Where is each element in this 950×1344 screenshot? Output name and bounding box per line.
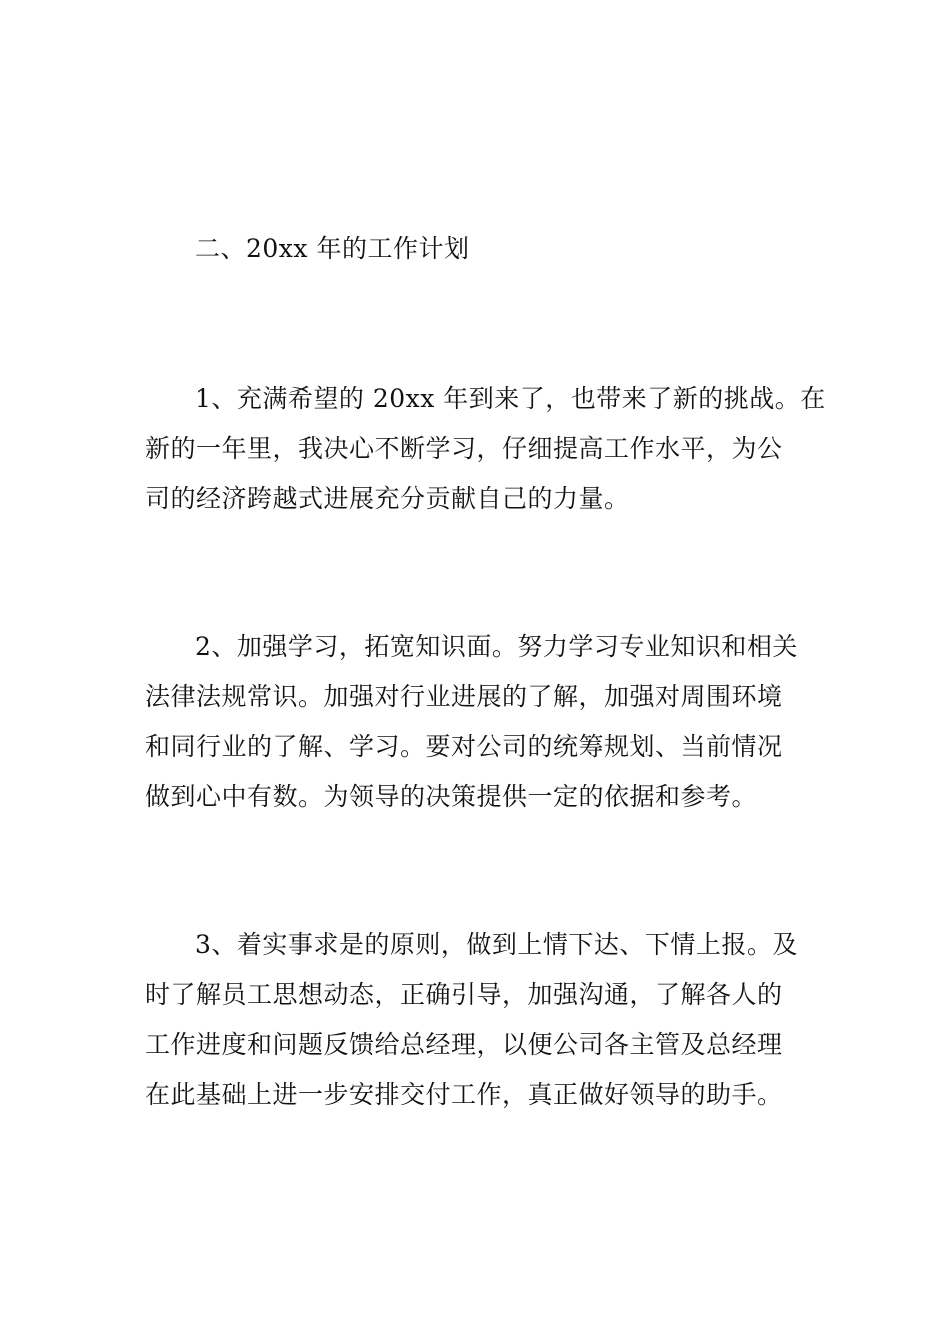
paragraph-1-line-2: 新的一年里，我决心不断学习，仔细提高工作水平，为公	[145, 434, 783, 463]
paragraph-3-line-3: 工作进度和问题反馈给总经理，以便公司各主管及总经理	[145, 1030, 783, 1059]
paragraph-3-line-1: 3、着实事求是的原则，做到上情下达、下情上报。及	[195, 930, 798, 959]
paragraph-2-line-3: 和同行业的了解、学习。要对公司的统筹规划、当前情况	[145, 732, 783, 761]
paragraph-1-line-3: 司的经济跨越式进展充分贡献自己的力量。	[145, 484, 630, 513]
paragraph-2-line-2: 法律法规常识。加强对行业进展的了解，加强对周围环境	[145, 682, 783, 711]
paragraph-2-line-4: 做到心中有数。为领导的决策提供一定的依据和参考。	[145, 782, 758, 811]
paragraph-2-line-1: 2、加强学习，拓宽知识面。努力学习专业知识和相关	[195, 632, 798, 661]
paragraph-3-line-2: 时了解员工思想动态，正确引导，加强沟通，了解各人的	[145, 980, 783, 1009]
paragraph-3-line-4: 在此基础上进一步安排交付工作，真正做好领导的助手。	[145, 1080, 783, 1109]
paragraph-1-line-1: 1、充满希望的 20xx 年到来了，也带来了新的挑战。在	[195, 384, 826, 413]
section-heading: 二、20xx 年的工作计划	[195, 234, 470, 263]
